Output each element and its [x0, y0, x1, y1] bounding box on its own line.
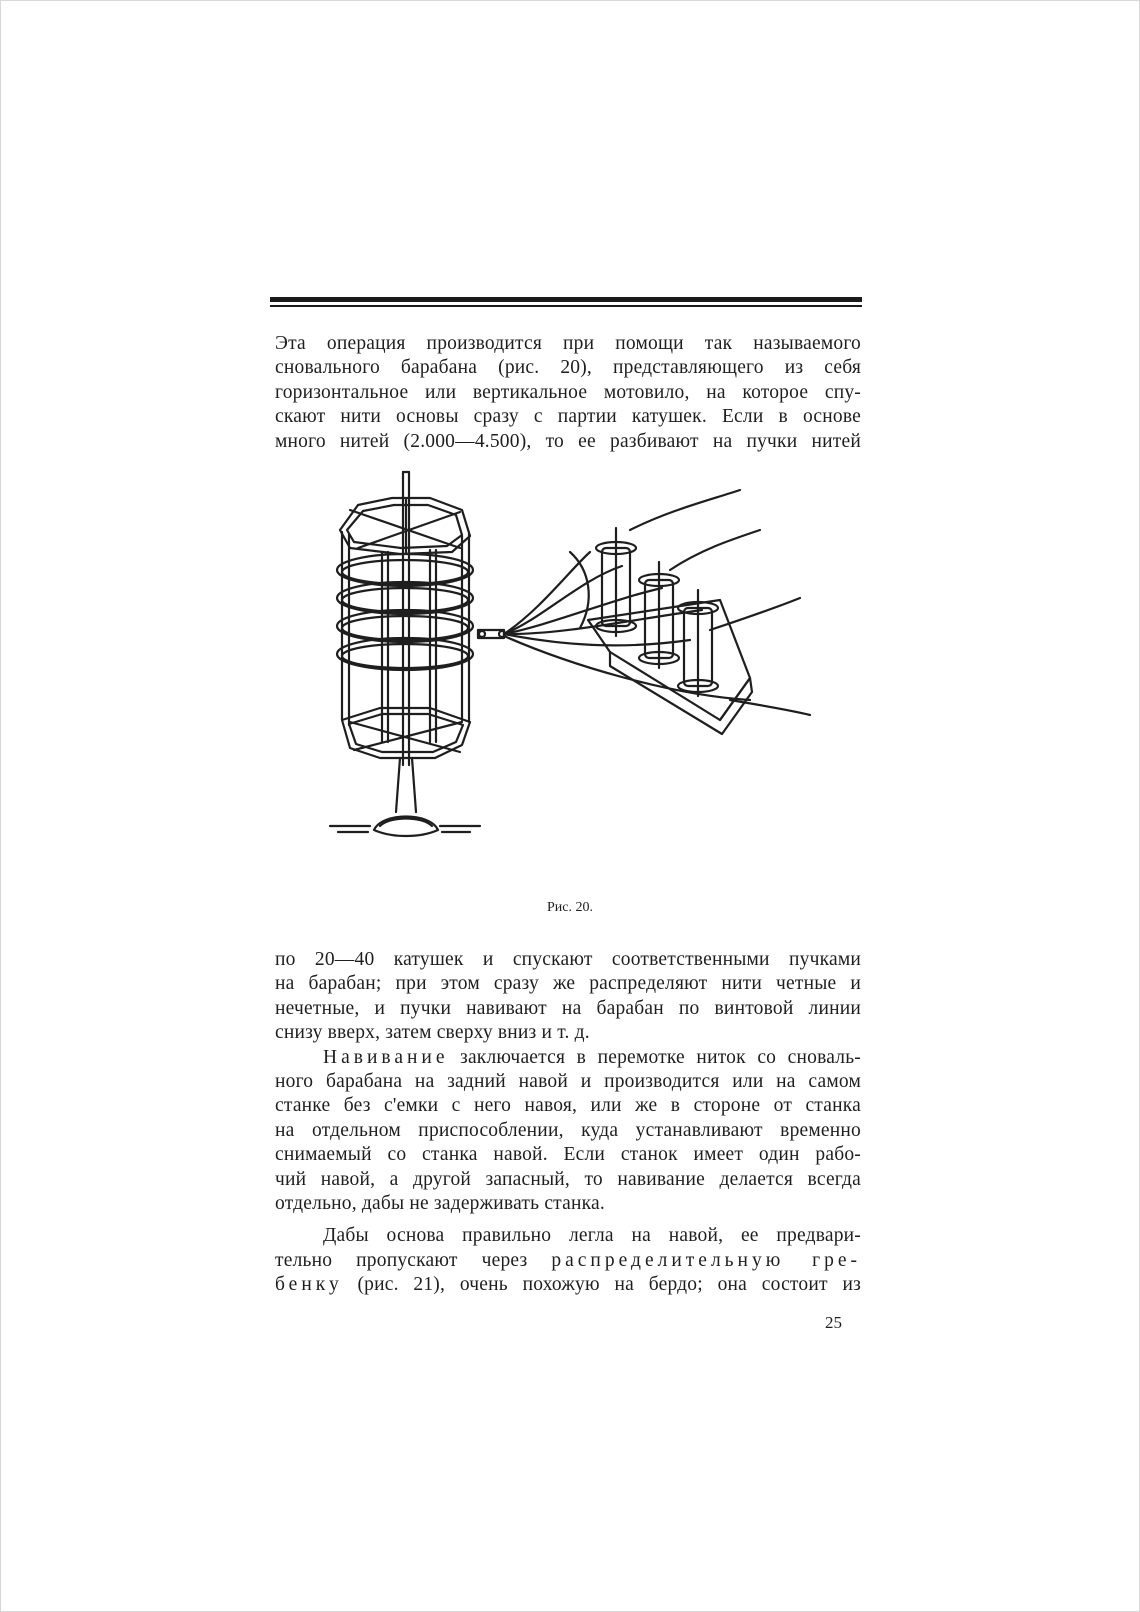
text-line: сновального барабана (рис. 20), представляющего из себя — [275, 357, 861, 379]
text-line: ного барабана на задний навой и производится или на самом — [275, 1071, 861, 1093]
emphasized-term: Навивание — [323, 1046, 449, 1068]
text-fragment: заключается в перемотке ниток со сноваль- — [448, 1046, 861, 1068]
text-line: скают нити основы сразу с партии катушек. Если в основе — [275, 406, 861, 428]
text-line: много нитей (2.000—4.500), то ее разбивают на пучки нитей — [275, 430, 861, 452]
emphasized-term: распределительную гре- — [551, 1249, 861, 1271]
text-line: отдельно, дабы не задерживать станка. — [275, 1193, 605, 1215]
text-line: на отдельном приспособлении, куда устанавливают временно — [275, 1119, 861, 1141]
text-line: на барабан; при этом сразу же распределяют нити четные и — [275, 973, 861, 995]
text-line: чий навой, а другой запасный, то навивание делается всегда — [275, 1168, 861, 1190]
text-line: Дабы основа правильно легла на навой, ее предвари- — [323, 1225, 861, 1247]
figure-caption: Рис. 20. — [547, 900, 593, 915]
header-rule-thick — [270, 297, 862, 302]
text-line: горизонтальное или вертикальное мотовило, на которое спу- — [275, 381, 861, 403]
text-line: по 20—40 катушек и спускают соответственными пучками — [275, 949, 861, 970]
text-fragment: тельно пропускают через — [275, 1249, 552, 1271]
paragraph-dabi-third-line — [275, 1273, 861, 1297]
text-line: снизу вверх, затем сверху вниз и т. д. — [275, 1022, 590, 1044]
header-rule-thin — [270, 305, 862, 307]
text-line: снимаемый со станка навой. Если станок имеет один рабо- — [275, 1144, 861, 1166]
page-number: 25 — [825, 1313, 842, 1332]
text-line: станке без с'емки с него навоя, или же в стороне от станка — [275, 1095, 861, 1117]
text-line: Эта операция производится при помощи так называемого — [275, 333, 861, 354]
text-line: нечетные, и пучки навивают на барабан по винтовой линии — [275, 997, 861, 1019]
paragraph-bottom — [275, 948, 861, 1298]
paragraph-top — [275, 332, 861, 454]
text-fragment: (рис. 21), очень похожую на бердо; она состоит из — [342, 1274, 861, 1296]
figure-warping-drum-illustration — [270, 470, 870, 870]
paragraph-naviv-first-line — [275, 1046, 861, 1070]
paragraph-dabi-second-line — [275, 1249, 861, 1273]
emphasized-term: бенку — [275, 1274, 343, 1296]
